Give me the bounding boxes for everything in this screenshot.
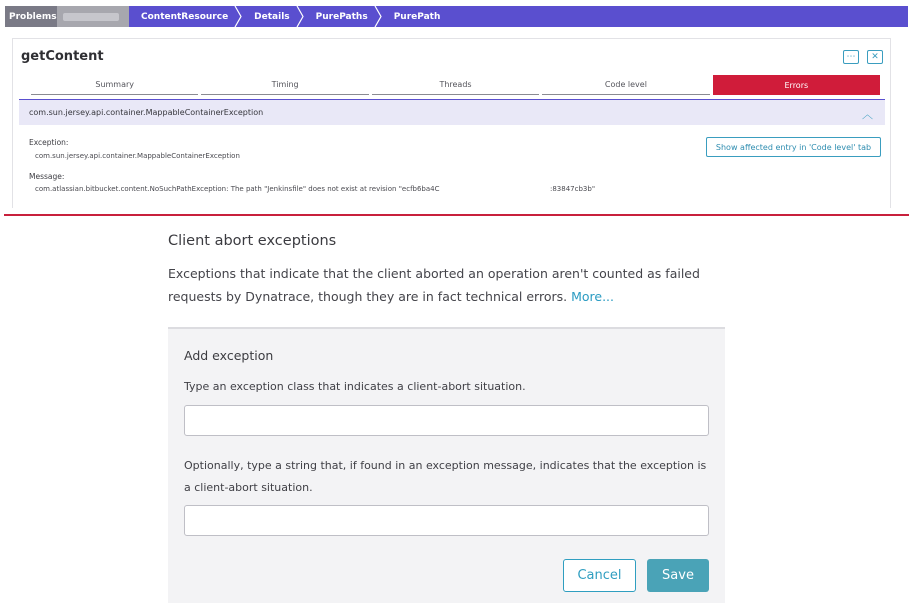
message-label: Message: <box>29 172 65 181</box>
breadcrumb-label: Problems <box>9 11 57 22</box>
exception-label: Exception: <box>29 138 69 147</box>
breadcrumb-details[interactable] <box>242 6 303 27</box>
breadcrumb-label: PurePaths <box>315 11 368 22</box>
form-title: Add exception <box>184 348 274 363</box>
panel-tabs <box>31 75 883 95</box>
breadcrumb-contentresource[interactable] <box>129 6 242 27</box>
tab-timing[interactable]: Timing <box>201 75 368 95</box>
cancel-button[interactable]: Cancel <box>563 559 636 592</box>
exception-header-label: com.sun.jersey.api.container.MappableContainerException <box>29 108 264 117</box>
description-text: Exceptions that indicate that the client aborted an operation aren't counted as failed requests by Dynatrace, though they are in fact technical errors. <box>168 266 700 304</box>
more-link[interactable]: More... <box>571 289 615 304</box>
redacted-label <box>63 13 119 21</box>
more-button[interactable] <box>843 50 859 64</box>
ellipsis-icon: ⋯ <box>846 52 856 62</box>
tab-summary[interactable]: Summary <box>31 75 198 95</box>
breadcrumb-purepaths[interactable] <box>304 6 382 27</box>
message-value: com.atlassian.bitbucket.content.NoSuchPathException: The path "Jenkinsfile" does not exist at revision "ecfb6ba4C <box>35 185 440 193</box>
exception-class-input[interactable] <box>184 405 709 436</box>
close-button[interactable] <box>867 50 883 64</box>
section-title: Client abort exceptions <box>168 233 337 249</box>
breadcrumb-label: ContentResource <box>141 11 229 22</box>
tab-code-level[interactable]: Code level <box>542 75 709 95</box>
chevron-up-icon[interactable]: ︿ <box>862 108 873 121</box>
tab-errors[interactable]: Errors <box>713 75 880 95</box>
divider <box>4 214 909 216</box>
breadcrumb-label: PurePath <box>393 11 441 22</box>
breadcrumb-redacted[interactable] <box>57 6 129 27</box>
breadcrumb-purepath[interactable] <box>382 6 455 27</box>
breadcrumb <box>5 6 908 27</box>
tab-threads[interactable]: Threads <box>372 75 539 95</box>
exception-class-label: Type an exception class that indicates a client-abort situation. <box>184 380 526 393</box>
save-button[interactable]: Save <box>647 559 709 592</box>
exception-value: com.sun.jersey.api.container.MappableContainerException <box>35 152 240 160</box>
section-description <box>168 262 728 308</box>
exception-header[interactable] <box>19 99 885 125</box>
panel-title: getContent <box>21 49 104 64</box>
message-value-tail: :83847cb3b" <box>550 185 596 193</box>
close-icon: ✕ <box>871 52 879 62</box>
add-exception-form <box>168 327 725 603</box>
show-affected-entry-button[interactable]: Show affected entry in 'Code level' tab <box>706 137 881 157</box>
breadcrumb-label: Details <box>254 11 290 22</box>
exception-message-label: Optionally, type a string that, if found in an exception message, indicates that the exception is a client-abort situation. <box>184 459 707 494</box>
exception-message-input[interactable] <box>184 505 709 536</box>
breadcrumb-problems[interactable] <box>5 6 57 27</box>
purepath-panel <box>12 38 891 208</box>
